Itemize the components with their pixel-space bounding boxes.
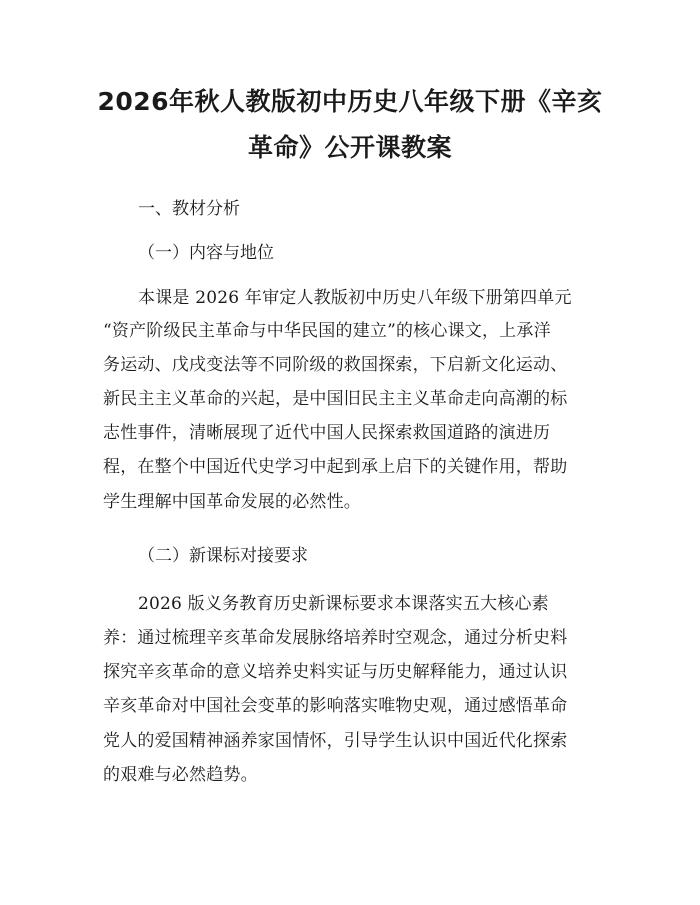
paragraph-line: 辛亥革命对中国社会变革的影响落实唯物史观，通过感悟革命 <box>103 696 568 716</box>
document-title-line-2: 革命》公开课教案 <box>247 133 452 162</box>
paragraph-line: 党人的爱国精神涵养家国情怀，引导学生认识中国近代化探索 <box>103 731 568 751</box>
subsection-heading-content-position: （一）内容与地位 <box>138 243 274 263</box>
paragraph-line: 的艰难与必然趋势。 <box>103 765 258 785</box>
paragraph-line: 程，在整个中国近代史学习中起到承上启下的关键作用，帮助 <box>103 457 568 477</box>
paragraph-line: 养：通过梳理辛亥革命发展脉络培养时空观念，通过分析史料 <box>103 628 568 648</box>
paragraph-line: 2026 版义务教育历史新课标要求本课落实五大核心素 <box>138 594 549 614</box>
paragraph-line: 新民主主义革命的兴起，是中国旧民主主义革命走向高潮的标 <box>103 389 568 409</box>
paragraph-line: “资产阶级民主革命与中华民国的建立”的核心课文，上承洋 <box>103 321 551 341</box>
document-title-line-1: 2026年秋人教版初中历史八年级下册《辛亥 <box>97 87 603 116</box>
subsection-heading-curriculum-requirements: （二）新课标对接要求 <box>138 546 308 566</box>
paragraph-line: 务运动、戊戌变法等不同阶级的救国探索，下启新文化运动、 <box>103 355 568 375</box>
paragraph-line: 学生理解中国革命发展的必然性。 <box>103 492 361 512</box>
paragraph-line: 志性事件，清晰展现了近代中国人民探索救国道路的演进历 <box>103 423 551 443</box>
section-heading-textbook-analysis: 一、教材分析 <box>138 199 240 219</box>
paragraph-line: 本课是 2026 年审定人教版初中历史八年级下册第四单元 <box>138 288 572 308</box>
paragraph-line: 探究辛亥革命的意义培养史料实证与历史解释能力，通过认识 <box>103 662 568 682</box>
